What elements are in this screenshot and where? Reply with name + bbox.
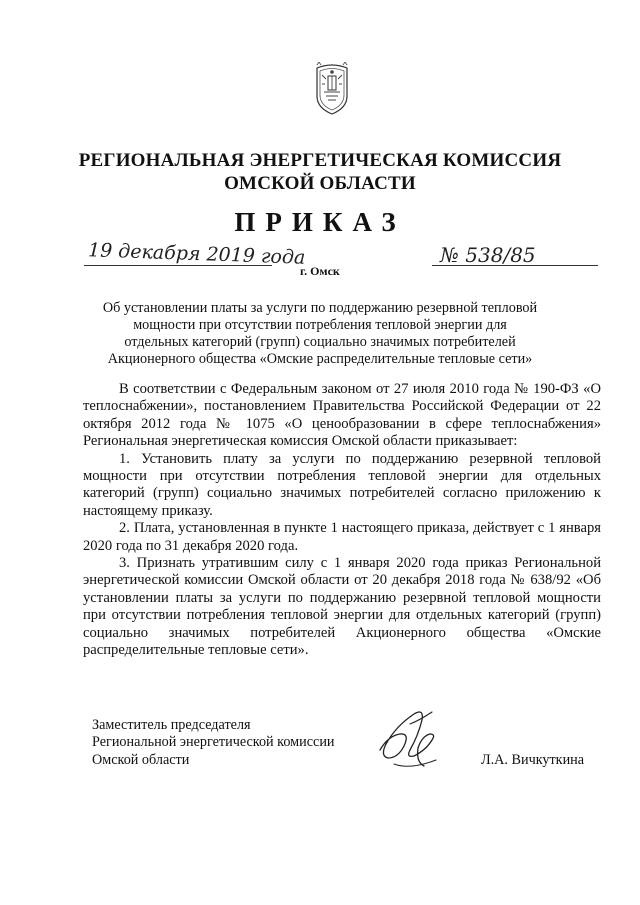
body-item-3: 3. Признать утратившим силу с 1 января 2020 года приказ Региональной энергетической комиссии Омской области от 20 декабря 2018 года № 638/92 «Об установлении платы за услуги по поддержанию резервной тепловой мощности при отсутствии потребления тепловой энергии для отдельных категорий (групп) социально значимых потребителей Акционерного общества «Омские распределительные тепловые сети». — [83, 555, 601, 659]
signer-position-line2: Региональной энергетической комиссии — [92, 734, 335, 751]
order-subject: Об установлении платы за услуги по поддержанию резервной тепловой мощности при отсутствии потребления тепловой энергии для отдельных категорий (групп) социально значимых потребителей Акционерного общества «Омские распределительные тепловые сети» — [102, 300, 538, 367]
handwritten-signature-icon — [374, 700, 446, 774]
signer-position-line3: Омской области — [92, 751, 190, 768]
order-body — [83, 381, 601, 660]
signer-position-line1: Заместитель председателя — [92, 717, 251, 733]
body-preamble: В соответствии с Федеральным законом от 27 июля 2010 года № 190-ФЗ «О теплоснабжении», постановлением Правительства Российской Федерации от 22 октября 2012 года № 1075 «О ценообразовании в сфере теплоснабжения» Региональная энергетическая комиссия Омской области приказывает: — [83, 381, 601, 450]
date-underline — [84, 265, 272, 266]
signer-position — [92, 717, 335, 769]
organization-region: ОМСКОЙ ОБЛАСТИ — [224, 173, 416, 194]
body-item-2: 2. Плата, установленная в пункте 1 настоящего приказа, действует с 1 января 2020 года по 31 декабря 2020 года. — [83, 520, 601, 554]
order-number: № 538/85 — [440, 243, 536, 267]
document-title: ПРИКАЗ — [234, 207, 406, 237]
body-item-1: 1. Установить плату за услуги по поддержанию резервной тепловой мощности при отсутствии потребления тепловой энергии для отдельных категорий (групп) социально значимых потребителей согласно приложению к настоящему приказу. — [83, 450, 601, 519]
organization-name: РЕГИОНАЛЬНАЯ ЭНЕРГЕТИЧЕСКАЯ КОМИССИЯ — [78, 150, 562, 171]
coat-of-arms-icon — [313, 62, 351, 116]
signer-name: Л.А. Вичкуткина — [481, 752, 585, 768]
number-underline — [432, 265, 598, 266]
order-city: г. Омск — [300, 264, 340, 278]
order-date: 19 декабря 2019 года — [87, 239, 306, 269]
